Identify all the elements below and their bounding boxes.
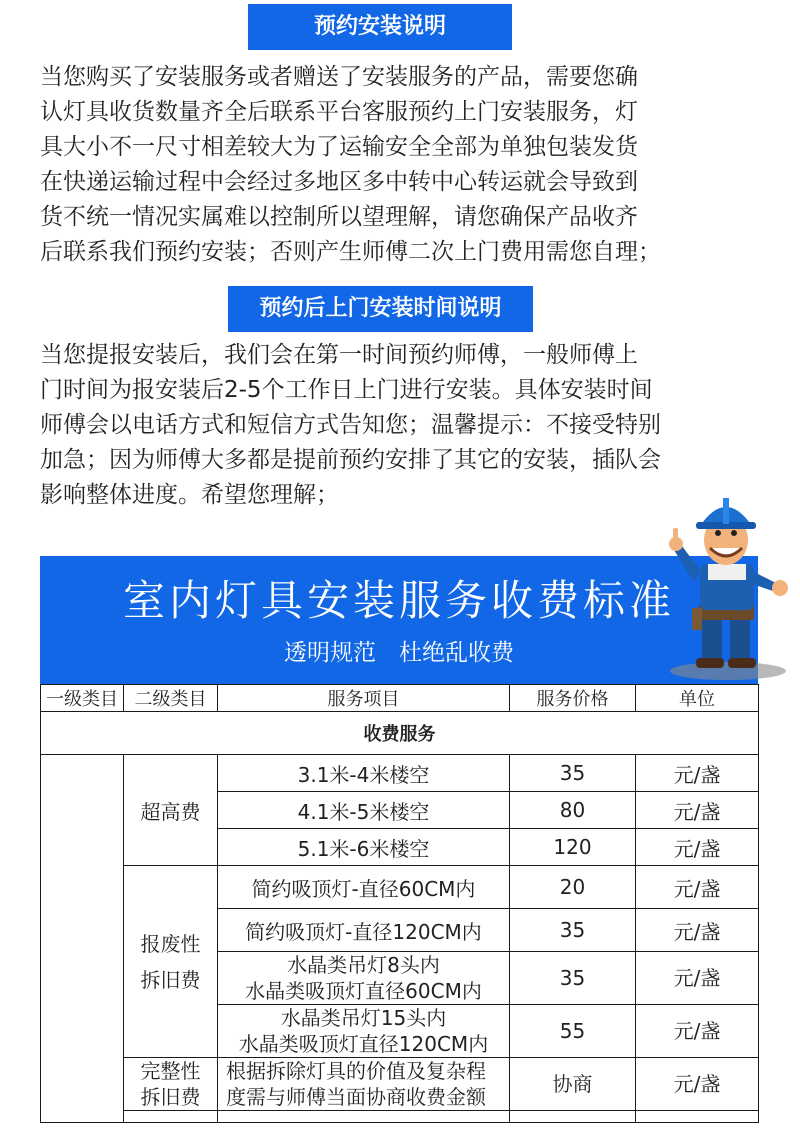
category-line: 拆旧费: [140, 967, 201, 992]
unit-cell: 元/盏: [636, 952, 759, 1005]
install-notice-line: 认灯具收货数量齐全后联系平台客服预约上门安装服务，灯: [40, 99, 638, 125]
unit-cell: 元/盏: [636, 1005, 759, 1058]
visit-time-line: 师傅会以电话方式和短信方式告知您；温馨提示：不接受特别: [40, 412, 661, 438]
section-label: 收费服务: [41, 712, 759, 755]
table-row: [41, 1111, 759, 1123]
fee-table: [40, 684, 759, 1123]
unit-cell: 元/盏: [636, 866, 759, 909]
table-row: [41, 755, 759, 792]
unit-cell: 元/盏: [636, 792, 759, 829]
level2-category-cell: [124, 1058, 218, 1111]
install-notice-line: 当您购买了安装服务或者赠送了安装服务的产品，需要您确: [40, 64, 638, 90]
visit-time-title: 预约后上门安装时间说明: [228, 286, 533, 332]
item-line: 水晶类吸顶灯直径60CM内: [245, 979, 482, 1003]
table-cell: [218, 1111, 510, 1123]
visit-time-line: 加急；因为师傅大多都是提前预约安排了其它的安装，插队会: [40, 447, 661, 473]
category-line: 报废性: [140, 931, 201, 956]
service-item-cell: 简约吸顶灯-直径120CM内: [218, 909, 510, 952]
install-notice-body: [40, 60, 720, 270]
price-cell: 20: [510, 866, 636, 909]
item-line: 根据拆除灯具的价值及复杂程: [226, 1059, 486, 1083]
section-row: [41, 712, 759, 755]
visit-time-body: [40, 338, 740, 513]
table-cell: [124, 1111, 218, 1123]
unit-cell: 元/盏: [636, 829, 759, 866]
price-cell: 35: [510, 755, 636, 792]
item-line: 水晶类吊灯8头内: [287, 953, 440, 977]
unit-cell: 元/盏: [636, 755, 759, 792]
category-line: 拆旧费: [140, 1085, 201, 1109]
table-cell: [636, 1111, 759, 1123]
service-item-cell: 3.1米-4米楼空: [218, 755, 510, 792]
column-header: 单位: [636, 685, 759, 712]
visit-time-line: 门时间为报安装后2-5个工作日上门进行安装。具体安装时间: [40, 377, 653, 403]
service-item-cell: [218, 1005, 510, 1058]
column-header: 服务项目: [218, 685, 510, 712]
install-notice-line: 具大小不一尺寸相差较大为了运输安全全部为单独包装发货: [40, 134, 638, 160]
table-cell: [510, 1111, 636, 1123]
service-item-cell: 5.1米-6米楼空: [218, 829, 510, 866]
table-header-row: [41, 685, 759, 712]
service-item-cell: 4.1米-5米楼空: [218, 792, 510, 829]
unit-cell: 元/盏: [636, 909, 759, 952]
fee-banner-subtitle: 透明规范 杜绝乱收费: [284, 640, 514, 666]
category-line: 完整性: [140, 1059, 201, 1083]
unit-cell: 元/盏: [636, 1058, 759, 1111]
fee-banner: [40, 556, 758, 684]
service-item-cell: [218, 952, 510, 1005]
item-line: 水晶类吸顶灯直径120CM内: [238, 1032, 489, 1056]
column-header: 服务价格: [510, 685, 636, 712]
install-notice-line: 后联系我们预约安装；否则产生师傅二次上门费用需您自理；: [40, 239, 661, 265]
service-item-cell: 简约吸顶灯-直径60CM内: [218, 866, 510, 909]
service-item-cell: [218, 1058, 510, 1111]
level1-category-cell: [41, 755, 124, 1123]
table-row: [41, 866, 759, 909]
worker-mascot-icon: [660, 488, 790, 683]
price-cell: 120: [510, 829, 636, 866]
visit-time-line: 当您提报安装后，我们会在第一时间预约师傅，一般师傅上: [40, 342, 638, 368]
column-header: 一级类目: [41, 685, 124, 712]
install-notice-line: 货不统一情况实属难以控制所以望理解，请您确保产品收齐: [40, 204, 638, 230]
fee-banner-title: 室内灯具安装服务收费标准: [122, 576, 675, 625]
install-notice-title: 预约安装说明: [248, 4, 512, 50]
price-cell: 协商: [510, 1058, 636, 1111]
column-header: 二级类目: [124, 685, 218, 712]
price-cell: 35: [510, 952, 636, 1005]
table-row: [41, 1058, 759, 1111]
price-cell: 35: [510, 909, 636, 952]
level2-category-cell: 超高费: [124, 755, 218, 866]
item-line: 水晶类吊灯15头内: [280, 1006, 447, 1030]
visit-time-line: 影响整体进度。希望您理解；: [40, 482, 339, 508]
item-line: 度需与师傅当面协商收费金额: [226, 1085, 486, 1109]
price-cell: 80: [510, 792, 636, 829]
install-notice-line: 在快递运输过程中会经过多地区多中转中心转运就会导致到: [40, 169, 638, 195]
price-cell: 55: [510, 1005, 636, 1058]
level2-category-cell: [124, 866, 218, 1058]
